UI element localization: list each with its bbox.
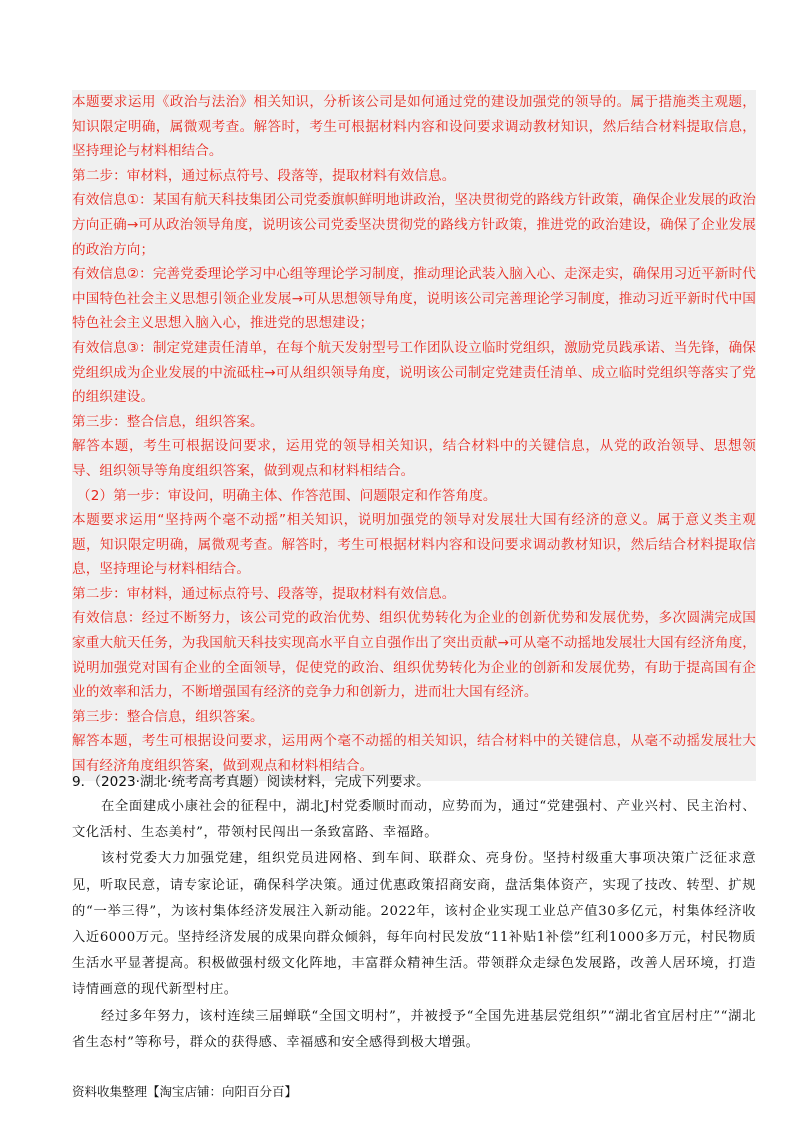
answer-analysis-block [72,90,756,781]
question-material-paragraph: 在全面建成小康社会的征程中，湖北J村党委顺时而动，应势而为，通过“党建强村、产业兴村、民主治村、文化活村、生态美村”，带领村民闯出一条致富路、幸福路。 [72,799,756,841]
answer-paragraph: 解答本题，考生可根据设问要求，运用党的领导相关知识，结合材料中的关键信息，从党的政治领导、思想领导、组织领导等角度组织答案，做到观点和材料相结合。 [72,438,756,479]
answer-paragraph: 有效信息②：完善党委理论学习中心组等理论学习制度，推动理论武装入脑入心、走深走实，确保用习近平新时代中国特色社会主义思想引领企业发展→可从思想领导角度，说明该公司完善理论学习制度，推动习近平新时代中国特色社会主义思想入脑入心，推进党的思想建设； [72,266,756,332]
answer-paragraph: 解答本题，考生可根据设问要求，运用两个毫不动摇的相关知识，结合材料中的关键信息，从毫不动摇发展壮大国有经济角度组织答案，做到观点和材料相结合。 [72,733,756,775]
question-material-paragraph: 经过多年努力，该村连续三届蝉联“全国文明村”，并被授予“全国先进基层党组织”“湖北省宜居村庄”“湖北省生态村”等称号，群众的获得感、幸福感和安全感得到极大增强。 [72,1008,756,1050]
question-9 [72,770,756,1056]
answer-step-heading: 第三步：整合信息，组织答案。 [72,413,264,430]
page-footer: 资料收集整理【淘宝店铺：向阳百分百】 [72,1084,298,1099]
answer-paragraph: 本题要求运用《政治与法治》相关知识，分析该公司是如何通过党的建设加强党的领导的。属于措施类主观题，知识限定明确，属微观考查。解答时，考生可根据材料内容和设问要求调动教材知识，然后结合材料提取信息，坚持理论与材料相结合。 [72,94,756,160]
answer-paragraph: 有效信息①：某国有航天科技集团公司党委旗帜鲜明地讲政治，坚决贯彻党的路线方针政策，确保企业发展的政治方向正确→可从政治领导角度，说明该公司党委坚决贯彻党的路线方针政策，推进党的政治建设，确保了企业发展的政治方向； [72,192,756,258]
answer-paragraph: 本题要求运用“坚持两个毫不动摇”相关知识，说明加强党的领导对发展壮大国有经济的意义。属于意义类主观题，知识限定明确，属微观考查。解答时，考生可根据材料内容和设问要求调动教材知识，然后结合材料提取信息，坚持理论与材料相结合。 [72,512,756,578]
answer-step-heading: 第三步：整合信息，组织答案。 [72,708,264,725]
question-material-paragraph: 该村党委大力加强党建，组织党员进网格、到车间、联群众、亮身份。坚持村级重大事项决策广泛征求意见，听取民意，请专家论证，确保科学决策。通过优惠政策招商安商，盘活集体资产，实现了技改、转型、扩规的“一举三得”，为该村集体经济发展注入新动能。2022年，该村企业实现工业总产值30多亿元，村集体经济收入近6000万元。坚持经济发展的成果向群众倾斜，每年向村民发放“11补贴1补偿”红利1000多万元，村民物质生活水平显著提高。积极做强村级文化阵地，丰富群众精神生活。带领群众走绿色发展路，改善人居环境，打造诗情画意的现代新型村庄。 [72,851,756,998]
answer-paragraph: 有效信息③：制定党建责任清单，在每个航天发射型号工作团队设立临时党组织，激励党员践承诺、当先锋，确保党组织成为企业发展的中流砥柱→可从组织领导角度，说明该公司制定党建责任清单、成立临时党组织等落实了党的组织建设。 [72,339,756,406]
answer-paragraph: 有效信息：经过不断努力，该公司党的政治优势、组织优势转化为企业的创新优势和发展优势，多次圆满完成国家重大航天任务，为我国航天科技实现高水平自立自强作出了突出贡献→可从毫不动摇地发展壮大国有经济角度，说明加强党对国有企业的全面领导，促使党的政治、组织优势转化为企业的创新和发展优势，有助于提高国有企业的效率和活力，不断增强国有经济的竞争力和创新力，进而壮大国有经济。 [72,610,756,701]
answer-step-heading: 第二步：审材料，通过标点符号、段落等，提取材料有效信息。 [72,585,456,602]
answer-part-heading: （2）第一步：审设问，明确主体、作答范围、问题限定和作答角度。 [77,487,497,504]
question-heading: 9．（2023·湖北·统考高考真题）阅读材料，完成下列要求。 [72,774,430,790]
answer-step-heading: 第二步：审材料，通过标点符号、段落等，提取材料有效信息。 [72,167,456,184]
